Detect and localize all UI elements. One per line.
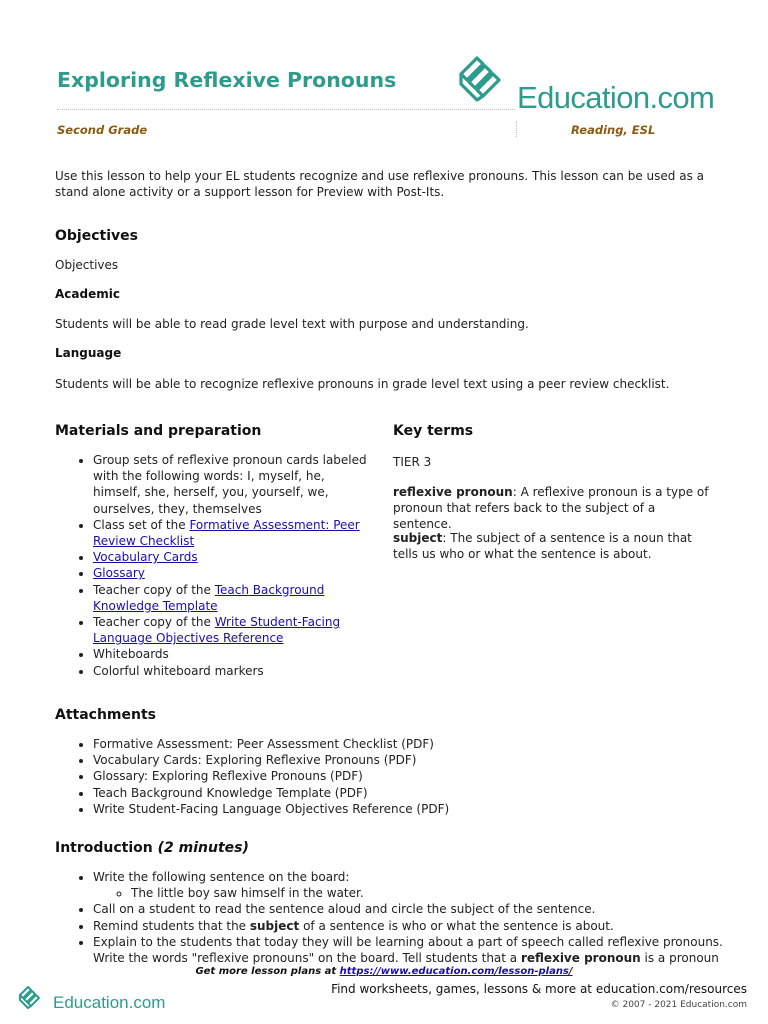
introduction-title: Introduction <box>55 840 153 856</box>
footer-logo-mark-icon <box>20 987 39 1008</box>
glossary-link[interactable]: Glossary <box>93 566 145 581</box>
introduction-steps <box>55 869 753 966</box>
logo-mark-icon <box>461 58 499 100</box>
intro-paragraph: Use this lesson to help your EL students recognize and use reflexive pronouns. This lesson can be used as a stand alone activity or a support lesson for Preview with Post-Its. <box>55 169 704 199</box>
material-item-text: Teacher copy of the <box>93 582 215 597</box>
background-knowledge-link[interactable]: Teach Background Knowledge Template <box>93 582 325 613</box>
term-name: reflexive pronoun <box>393 485 513 499</box>
term-definition: : A reflexive pronoun is a type of pronoun that refers back to the subject of a sentence. <box>393 485 709 531</box>
list-item <box>93 646 373 662</box>
step-text: Write the following sentence on the board: <box>93 870 350 884</box>
term-definition: : The subject of a sentence is a noun that tells us who or what the sentence is about. <box>393 531 692 561</box>
list-item <box>93 869 753 901</box>
title-divider <box>57 109 515 110</box>
material-item-text: Whiteboards <box>93 647 169 662</box>
footer-tagline: Find worksheets, games, lessons & more at education.com/resources <box>331 982 747 996</box>
list-item: • Teach Background Knowledge Template (PDF) <box>93 785 693 801</box>
list-item <box>93 918 753 934</box>
material-item-text: Colorful whiteboard markers <box>93 663 264 678</box>
academic-objective: Students will be able to read grade level text with purpose and understanding. <box>55 317 529 331</box>
lesson-plans-link[interactable]: https://www.education.com/lesson-plans/ <box>339 966 573 977</box>
footer-education-logo[interactable] <box>17 984 167 1016</box>
copyright: © 2007 - 2021 Education.com <box>610 1000 747 1010</box>
footer-logo-wordmark: Education.com <box>53 993 166 1012</box>
list-item: ◦ The little boy saw himself in the water. <box>131 885 753 901</box>
objectives-subheading: Objectives <box>55 258 119 272</box>
language-objectives-link[interactable]: Write Student-Facing Language Objectives Reference <box>93 615 341 646</box>
list-item <box>93 614 373 646</box>
meta-divider <box>516 121 517 137</box>
list-item: • Call on a student to read the sentence aloud and circle the subject of the sentence. <box>93 901 753 917</box>
step-text: Explain to the students that today they will be learning about a part of speech called reflexive pronouns. Write the words "reflexive pronouns" on the board. Tell students that a <box>93 934 723 966</box>
list-item: • Formative Assessment: Peer Assessment Checklist (PDF) <box>93 736 693 752</box>
list-item: • Glossary: Exploring Reflexive Pronouns (PDF) <box>93 768 693 784</box>
list-item <box>93 517 373 549</box>
material-item-text: Teacher copy of the <box>93 615 215 630</box>
step-bold: subject <box>249 918 300 933</box>
footer-lesson-plans-line <box>0 966 768 977</box>
step-text: of a sentence is who or what the sentence is about. <box>299 918 614 933</box>
list-item: • Vocabulary Cards: Exploring Reflexive Pronouns (PDF) <box>93 752 693 768</box>
formative-assessment-link[interactable]: Formative Assessment: Peer Review Checklist <box>93 517 360 549</box>
step-text: is a pronoun <box>640 951 719 966</box>
materials-list <box>55 452 373 679</box>
sub-list <box>93 885 753 901</box>
get-more-text: Get more lesson plans at <box>195 966 340 977</box>
list-item <box>93 934 753 966</box>
material-item-text: Class set of the <box>93 517 190 532</box>
attachments-heading: Attachments <box>55 707 157 723</box>
material-item-text: Group sets of reflexive pronoun cards labeled with the following words: I, myself, he, himself, she, herself, you, yourself, we, ourselves, they, themselves <box>93 453 367 516</box>
step-text: Remind students that the <box>93 918 250 933</box>
list-item: • Write Student-Facing Language Objectives Reference (PDF) <box>93 801 693 817</box>
key-term-subject <box>393 530 718 562</box>
list-item <box>93 565 373 581</box>
step-bold: reflexive pronoun <box>520 951 641 966</box>
materials-heading: Materials and preparation <box>55 423 262 439</box>
vocabulary-cards-link[interactable]: Vocabulary Cards <box>93 550 198 565</box>
list-item <box>93 549 373 565</box>
list-item <box>93 582 373 614</box>
attachments-list <box>55 736 693 817</box>
language-objective: Students will be able to recognize reflexive pronouns in grade level text using a peer review checklist. <box>55 377 670 391</box>
introduction-time: (2 minutes) <box>157 840 249 856</box>
list-item <box>93 452 373 517</box>
logo-wordmark: Education.com <box>517 80 715 115</box>
key-terms-heading: Key terms <box>393 423 474 439</box>
grade-label: Second Grade <box>57 123 148 137</box>
key-term-reflexive-pronoun <box>393 484 713 532</box>
tier-label: TIER 3 <box>393 455 432 469</box>
subject-label: Reading, ESL <box>571 123 656 137</box>
academic-label: Academic <box>55 287 120 301</box>
page-title: Exploring Reflexive Pronouns <box>57 68 397 92</box>
introduction-heading <box>55 840 249 856</box>
language-label: Language <box>55 346 122 360</box>
term-name: subject <box>393 531 443 545</box>
objectives-heading: Objectives <box>55 228 138 244</box>
list-item <box>93 663 373 679</box>
